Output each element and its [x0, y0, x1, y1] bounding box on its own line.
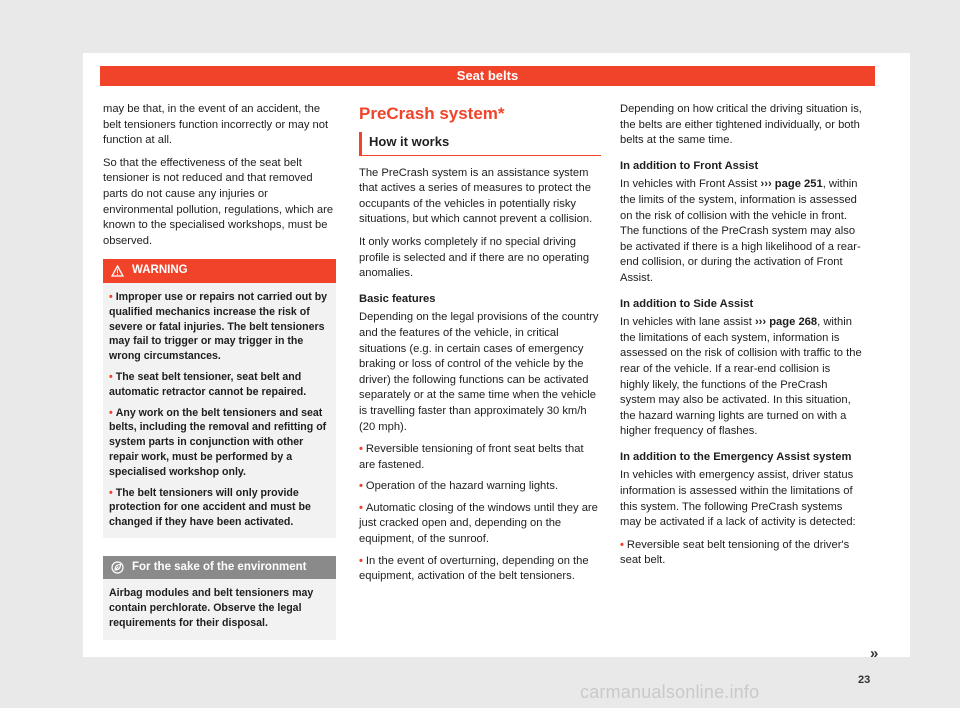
subheading: In addition to Front Assist — [620, 159, 759, 172]
paragraph: In vehicles with lane assist ››› page 268, within the limitations of each system, information is assessed on the risk of collision with traffic to the rear of the vehicle. If a rear-end collision is highly likely, the functions of the PreCrash system may also be activated. In this situation, the hazard warning lights are turned on with a higher frequency of flashes. — [620, 316, 862, 438]
warning-box — [103, 259, 336, 538]
paragraph: In vehicles with Front Assist ››› page 251, within the limits of the system, information is assessed on the risk of collision with the vehicle in front. The functions of the PreCrash system may also be activated if there is a high likelihood of a rear-end collision, or during the activation of Front Assist. — [620, 178, 861, 284]
page-number: 23 — [858, 674, 871, 686]
bullet-icon: • — [109, 406, 113, 419]
warning-title: WARNING — [132, 264, 188, 277]
subheading: In addition to Side Assist — [620, 297, 754, 310]
warning-item: • The seat belt tensioner, seat belt and automatic retractor cannot be repaired. — [109, 370, 307, 398]
bullet-icon: • — [109, 290, 113, 303]
paragraph: Depending on how critical the driving situation is, the belts are either tightened individually, or both belts at the same time. — [620, 103, 862, 147]
bullet-icon: • — [359, 443, 363, 456]
list-item: • Reversible seat belt tensioning of the driver's seat belt. — [620, 538, 850, 567]
paragraph: It only works completely if no special driving profile is selected and if there are no operating anomalies. — [359, 235, 590, 280]
list-item: • Reversible tensioning of front seat belts that are fastened. — [359, 443, 584, 471]
list-item: • Automatic closing of the windows until they are just cracked open and, depending on the equipment, of the sunroof. — [359, 501, 598, 546]
paragraph: may be that, in the event of an accident, the belt tensioners function incorrectly or may not function at all. — [103, 103, 329, 147]
column-right — [620, 102, 862, 575]
bullet-icon: • — [109, 370, 113, 383]
page-reference-link[interactable]: ››› page 268 — [754, 316, 818, 329]
environment-text: Airbag modules and belt tensioners may contain perchlorate. Observe the legal requirements for their disposal. — [109, 587, 314, 630]
section-title: PreCrash system* — [359, 104, 505, 123]
environment-title: For the sake of the environment — [132, 560, 307, 573]
paragraph: Depending on the legal provisions of the country and the features of the vehicle, in critical situations (e.g. in certain cases of emergency braking or loss of control of the vehicle by the driver) the following functions can be activated separately or at the same time when the vehicle is travelling faster than approximately 30 km/h (20 mph). — [359, 311, 599, 433]
continue-marker: » — [870, 645, 879, 662]
bullet-icon: • — [109, 486, 113, 499]
list-item: • In the event of overturning, depending on the equipment, activation of the belt tensioners. — [359, 554, 589, 583]
environment-box — [103, 556, 336, 640]
bullet-icon: • — [359, 554, 363, 567]
paragraph: The PreCrash system is an assistance system that actives a series of measures to protect the occupants of the vehicles in potentially risky situations, but which cannot prevent a collision. — [359, 166, 593, 226]
section-header: Seat belts — [100, 66, 875, 86]
watermark: carmanualsonline.info — [580, 682, 760, 702]
subsection-title: How it works — [359, 132, 601, 156]
warning-triangle-icon — [111, 265, 124, 277]
warning-item: • The belt tensioners will only provide protection for one accident and must be changed if they have been activated. — [109, 486, 311, 529]
subheading: Basic features — [359, 292, 436, 305]
leaf-icon — [111, 561, 124, 574]
bullet-icon: • — [620, 538, 624, 551]
warning-body — [103, 283, 336, 538]
paragraph: In vehicles with emergency assist, driver status information is assessed within the limitations of this system. The following PreCrash systems may be activated if a lack of activity is detected: — [620, 469, 856, 529]
list-item: • Operation of the hazard warning lights. — [359, 480, 559, 493]
subheading: In addition to the Emergency Assist system — [620, 450, 852, 463]
column-middle — [359, 102, 601, 591]
warning-item: • Any work on the belt tensioners and seat belts, including the removal and refitting of system parts in conjunction with other repair work, must be performed by a specialised workshop only. — [109, 406, 327, 478]
bullet-icon: • — [359, 480, 363, 493]
bullet-icon: • — [359, 501, 363, 514]
manual-page — [83, 53, 910, 686]
paragraph: So that the effectiveness of the seat belt tensioner is not reduced and that removed parts do not cause any injuries or environmental pollution, regulations, which are known to the specialised workshops, must be observed. — [103, 156, 334, 247]
page-reference-link[interactable]: ››› page 251 — [760, 178, 823, 191]
warning-item: • Improper use or repairs not carried out by qualified mechanics increase the risk of severe or fatal injuries. The belt tensioners may fail to trigger or may trigger in the wrong circumstances. — [109, 290, 328, 363]
warning-header — [103, 259, 336, 283]
column-left — [103, 102, 336, 640]
environment-header — [103, 556, 336, 580]
